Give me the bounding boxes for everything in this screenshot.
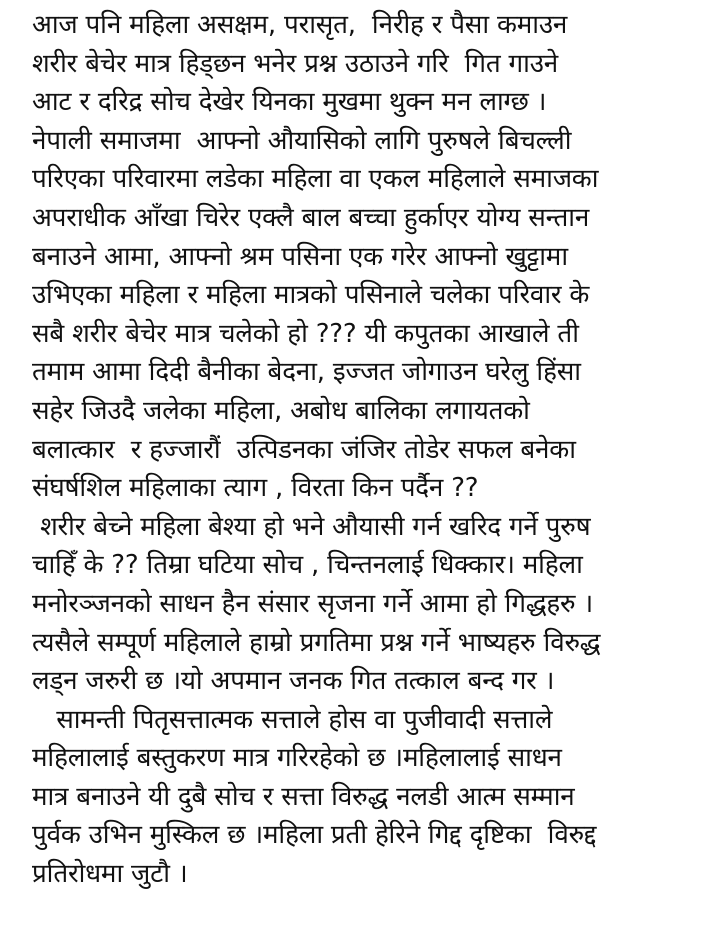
- text-line: मनोरञ्जनको साधन हैन संसार सृजना गर्ने आमा हो गिद्धहरु ।: [32, 588, 594, 619]
- text-line: सबै शरीर बेचेर मात्र चलेको हो ??? यी कपुतका आखाले ती: [32, 318, 579, 349]
- text-line: बलात्कार र हज्जारौं उत्पिडनका जंजिर तोडेर सफल बनेका: [32, 434, 576, 465]
- text-line: सामन्ती पितृसत्तात्मक सत्ताले होस वा पुजीवादी सत्ताले: [32, 704, 553, 735]
- text-line: त्यसैले सम्पूर्ण महिलाले हाम्रो प्रगतिमा प्रश्न गर्ने भाष्यहरु विरुद्ध: [32, 627, 601, 658]
- text-line: चाहिँ के ?? तिम्रा घटिया सोच , चिन्तनलाई धिक्कार। महिला: [32, 550, 583, 581]
- text-line: नेपाली समाजमा आफ्नो औयासिको लागि पुरुषले बिचल्ली: [32, 125, 572, 156]
- text-line: लड्न जरुरी छ ।यो अपमान जनक गित तत्काल बन्द गर ।: [32, 666, 555, 697]
- text-line: अपराधीक आँखा चिरेर एक्लै बाल बच्चा हुर्काएर योग्य सन्तान: [32, 202, 590, 233]
- text-line: उभिएका महिला र महिला मात्रको पसिनाले चलेका परिवार के: [32, 280, 590, 311]
- text-line: बनाउने आमा, आफ्नो श्रम पसिना एक गरेर आफ्नो खुट्टामा: [32, 241, 568, 272]
- text-line: प्रतिरोधमा जुटौ ।: [32, 859, 188, 890]
- text-line: महिलालाई बस्तुकरण मात्र गरिरहेको छ ।महिलालाई साधन: [32, 743, 562, 774]
- text-line: पुर्वक उभिन मुस्किल छ ।महिला प्रती हेरिने गिद्द दृष्टिका विरुद्द: [32, 820, 597, 851]
- text-line: आट र दरिद्र सोच देखेर यिनका मुखमा थुक्न मन लाग्छ ।: [32, 87, 547, 118]
- text-line: आज पनि महिला असक्षम, परासृत, निरीह र पैसा कमाउन: [32, 10, 568, 40]
- text-line: शरीर बेचेर मात्र हिड्छन भनेर प्रश्न उठाउने गरि गित गाउने: [32, 48, 558, 79]
- text-line: संघर्षशिल महिलाका त्याग , विरता किन पर्दैन ??: [32, 473, 479, 504]
- text-line: मात्र बनाउने यी दुबै सोच र सत्ता विरुद्ध नलडी आत्म सम्मान: [32, 781, 575, 812]
- text-line: परिएका परिवारमा लडेका महिला वा एकल महिलाले समाजका: [32, 164, 599, 195]
- text-line: शरीर बेच्ने महिला बेश्या हो भने औयासी गर्न खरिद गर्ने पुरुष: [32, 511, 591, 542]
- text-line: तमाम आमा दिदी बैनीका बेदना, इज्जत जोगाउन घरेलु हिंसा: [32, 357, 581, 388]
- text-line: सहेर जिउदै जलेका महिला, अबोध बालिका लगायतको: [32, 395, 530, 426]
